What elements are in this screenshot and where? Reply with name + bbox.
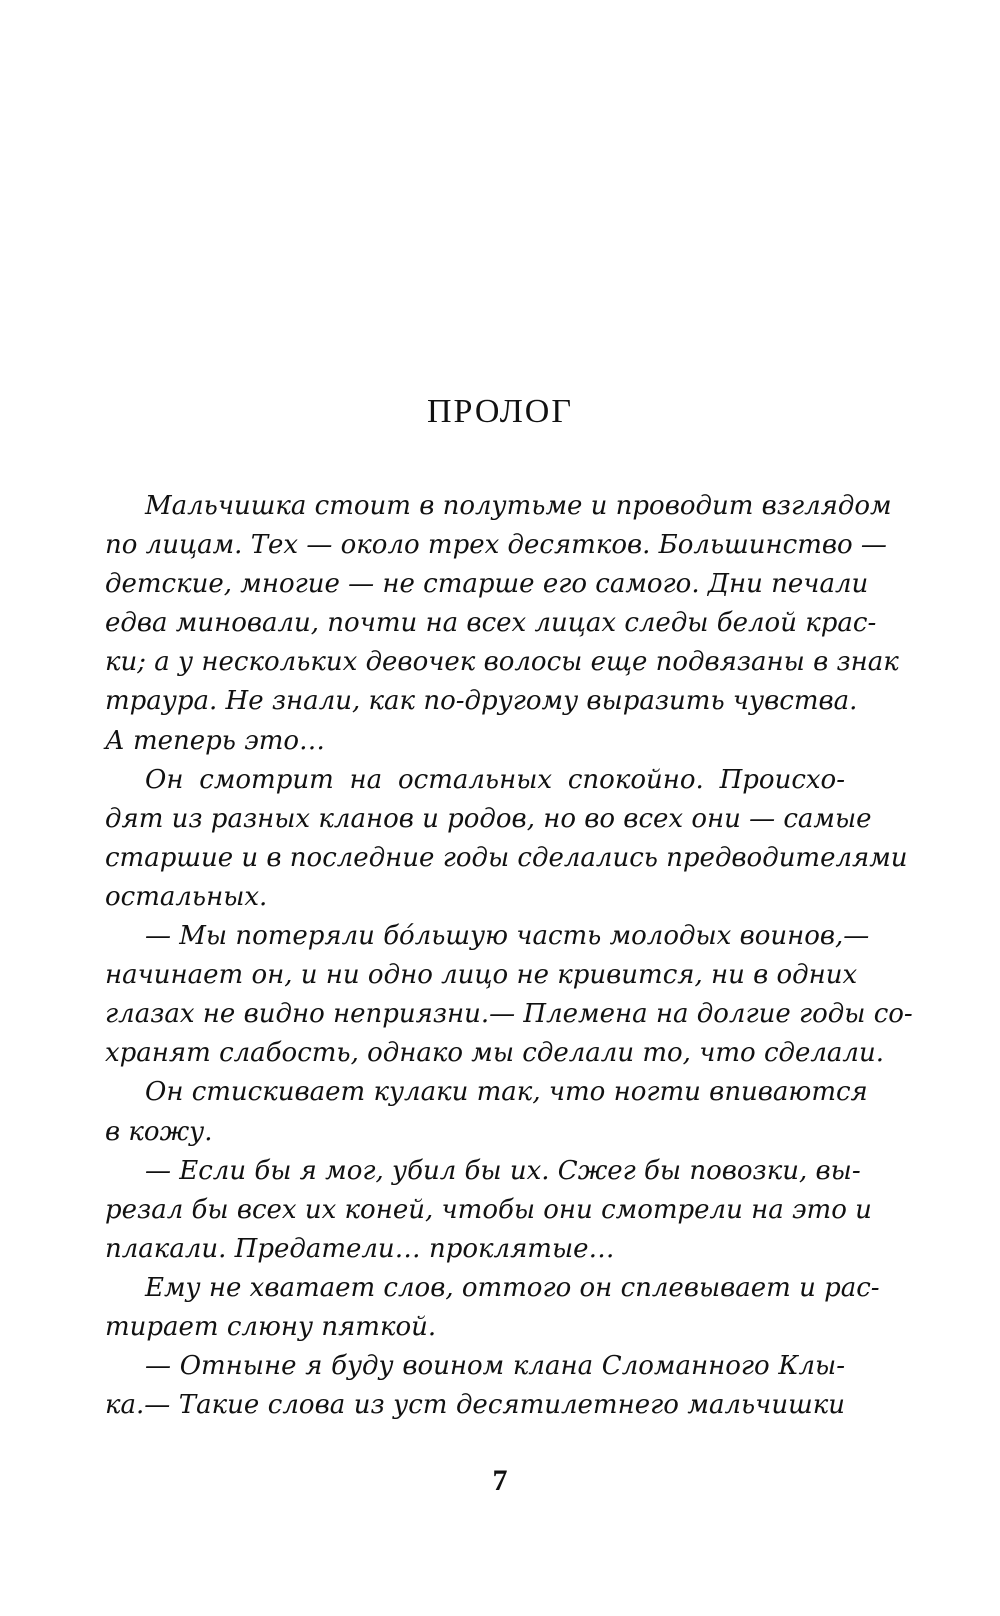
text-line: — Если бы я мог, убил бы их. Сжег бы повозки, вы- [145, 1155, 861, 1186]
text-line: тирает слюну пяткой. [105, 1311, 437, 1342]
body-text [105, 487, 913, 1425]
text-line: глазах не видно неприязни.— Племена на долгие годы со- [105, 999, 913, 1030]
text-line: начинает он, и ни одно лицо не кривится, ни в одних [105, 960, 858, 991]
page-number: 7 [492, 1464, 508, 1497]
text-line: Мальчишка стоит в полутьме и проводит взглядом [145, 491, 892, 521]
text-line: детские, многие — не старше его самого. Дни печали [105, 569, 869, 600]
text-line: резал бы всех их коней, чтобы они смотрели на это и [105, 1194, 872, 1225]
text-line: по лицам. Тех — около трех десятков. Большинство — [105, 530, 887, 561]
text-line: траура. Не знали, как по-другому выразить чувства. [105, 686, 858, 717]
text-line: плакали. Предатели… проклятые… [105, 1233, 615, 1264]
text-line: ки; а у нескольких девочек волосы еще подвязаны в знак [105, 647, 899, 678]
text-line: остальных. [105, 881, 268, 912]
text-line: старшие и в последние годы сделались предводителями [105, 842, 908, 873]
text-line: едва миновали, почти на всех лицах следы белой крас- [105, 608, 877, 639]
chapter-title: ПРОЛОГ [426, 393, 573, 430]
text-line: — Отныне я буду воином клана Сломанного Клы- [145, 1351, 845, 1382]
text-line: — Мы потеряли бóльшую часть молодых воинов,— [145, 921, 870, 952]
text-line: Он стискивает кулаки так, что ногти впиваются [145, 1077, 868, 1108]
text-line: А теперь это… [105, 725, 326, 756]
text-line: хранят слабость, однако мы сделали то, что сделали. [105, 1038, 884, 1069]
text-line: Ему не хватает слов, оттого он сплевывает и рас- [145, 1272, 880, 1303]
text-line: ка.— Такие слова из уст десятилетнего мальчишки [105, 1390, 845, 1421]
text-line: в кожу. [105, 1116, 213, 1147]
text-line: дят из разных кланов и родов, но во всех они — самые [105, 803, 872, 834]
text-line: Он смотрит на остальных спокойно. Происхо- [145, 764, 845, 795]
